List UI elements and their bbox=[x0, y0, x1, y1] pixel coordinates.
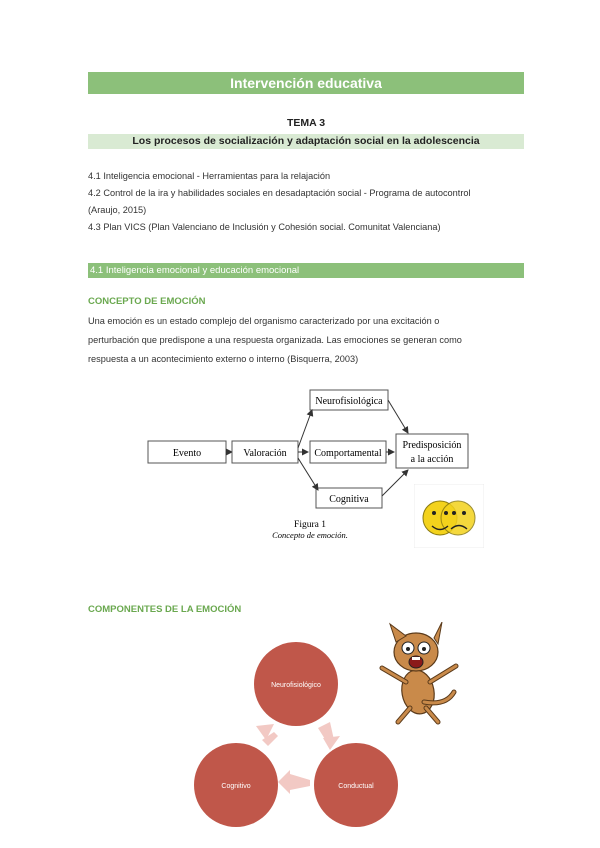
paragraph-line: Una emoción es un estado complejo del organismo caracterizado por una excitación o bbox=[88, 316, 440, 326]
circle-neurofisiologico-label: Neurofisiológico bbox=[271, 682, 321, 689]
circle-cognitivo-label: Cognitivo bbox=[221, 783, 251, 790]
concepto-paragraph bbox=[88, 312, 526, 369]
table-of-contents bbox=[88, 168, 528, 236]
tema-label: TEMA 3 bbox=[286, 117, 326, 129]
paragraph-line: perturbación que predispone a una respuesta organizada. Las emociones se generan como bbox=[88, 335, 462, 345]
figure-caption-subtitle: Concepto de emoción. bbox=[272, 530, 348, 540]
box-neurofisiologica-label: Neurofisiológica bbox=[315, 396, 383, 407]
circle-conductual-label: Conductual bbox=[338, 783, 374, 790]
circle-cognitivo bbox=[194, 743, 278, 827]
box-valoracion bbox=[232, 441, 298, 463]
toc-item: 4.1 Inteligencia emocional - Herramientas para la relajación bbox=[88, 171, 331, 181]
circle-neurofisiologico bbox=[254, 642, 338, 726]
cycle-arrow bbox=[278, 770, 290, 794]
arrow bbox=[388, 400, 408, 433]
circle-conductual bbox=[314, 743, 398, 827]
box-comportamental bbox=[310, 441, 386, 463]
section-bar-4-1: 4.1 Inteligencia emocional y educación emocional bbox=[88, 263, 524, 278]
box-predisposicion-label-1: Predisposición bbox=[402, 440, 462, 451]
emotion-faces-image bbox=[414, 484, 484, 548]
box-cognitiva-label: Cognitiva bbox=[329, 494, 369, 505]
toc-item: 4.2 Control de la ira y habilidades sociales en desadaptación social - Programa de autocontrol bbox=[88, 188, 471, 198]
componentes-heading: COMPONENTES DE LA EMOCIÓN bbox=[88, 604, 242, 615]
figure-caption-title: Figura 1 bbox=[294, 520, 326, 530]
cycle-arrow bbox=[290, 774, 310, 790]
box-cognitiva bbox=[316, 488, 382, 508]
box-predisposicion-label-2: a la acción bbox=[410, 454, 454, 465]
paragraph-line: respuesta a un acontecimiento externo o interno (Bisquerra, 2003) bbox=[88, 354, 359, 364]
arrow bbox=[382, 470, 408, 496]
concepto-emocion-heading: CONCEPTO DE EMOCIÓN bbox=[88, 296, 206, 307]
toc-item: (Araujo, 2015) bbox=[88, 205, 147, 215]
box-neurofisiologica bbox=[310, 390, 388, 410]
box-evento-label: Evento bbox=[172, 448, 202, 459]
scared-cat-image bbox=[368, 622, 468, 726]
box-evento bbox=[148, 441, 226, 463]
toc-item: 4.3 Plan VICS (Plan Valenciano de Inclusión y Cohesión social. Comunitat Valenciana) bbox=[88, 222, 441, 232]
box-comportamental-label: Comportamental bbox=[314, 448, 382, 459]
page-banner-title: Intervención educativa bbox=[88, 72, 524, 94]
page-subtitle: Los procesos de socialización y adaptación social en la adolescencia bbox=[88, 134, 524, 149]
box-predisposicion bbox=[396, 434, 468, 468]
box-valoracion-label: Valoración bbox=[243, 448, 287, 459]
